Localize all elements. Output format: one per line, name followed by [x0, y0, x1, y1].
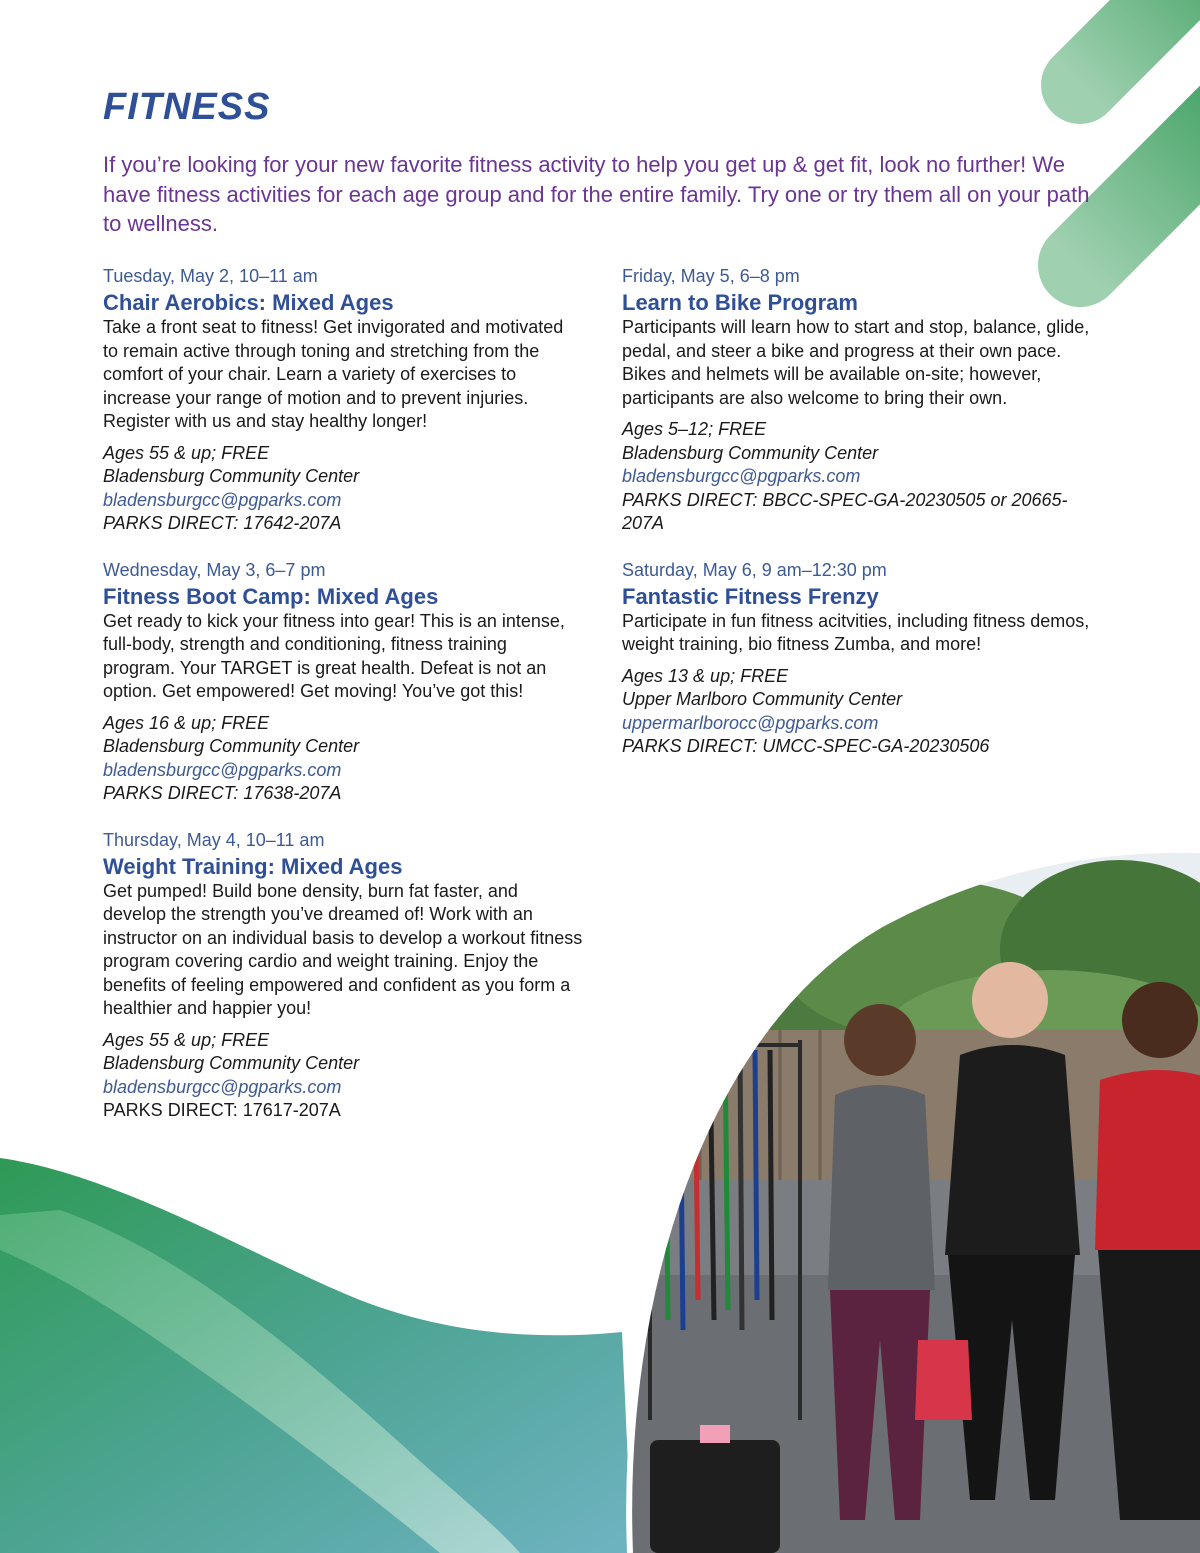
event-email-link[interactable]: bladensburgcc@pgparks.com [622, 466, 861, 486]
event-date: Saturday, May 6, 9 am–12:30 pm [622, 559, 887, 580]
event-location: Bladensburg Community Center [103, 466, 360, 486]
event-ages: Ages 5–12; FREE [622, 419, 767, 439]
event-parks-direct: PARKS DIRECT: BBCC-SPEC-GA-20230505 or 20665-207A [622, 489, 1068, 533]
event-date: Thursday, May 4, 10–11 am [103, 829, 325, 850]
event-description: Take a front seat to fitness! Get invigorated and motivated to remain active through toning and stretching from the comfort of your chair. Learn a variety of exercises to increase your range of motion and to prevent injuries. Register with us and stay healthy longer! [103, 317, 564, 431]
event-date: Friday, May 5, 6–8 pm [622, 266, 800, 286]
event-description: Get ready to kick your fitness into gear! This is an intense, full-body, strength and conditioning, fitness training program. Your TARGET is great health. Defeat is not an option. Get empowered! Get moving! You’ve got this! [103, 610, 565, 701]
event-parks-direct: PARKS DIRECT: 17638-207A [103, 783, 342, 803]
event-email-link[interactable]: uppermarlborocc@pgparks.com [622, 712, 879, 733]
section-title: FITNESS [103, 86, 271, 128]
event-location: Upper Marlboro Community Center [622, 689, 903, 709]
event-description: Get pumped! Build bone density, burn fat faster, and develop the strength you’ve dreamed of! Work with an instructor on an individual basis to develop a workout fitness program covering cardio and weight training. Enjoy the benefits of feeling empowered and confident as you form a healthier and happier you! [103, 880, 583, 1018]
event-date: Tuesday, May 2, 10–11 am [103, 266, 318, 286]
event-email-link[interactable]: bladensburgcc@pgparks.com [103, 759, 342, 780]
event-location: Bladensburg Community Center [622, 442, 879, 463]
top-right-pill-1 [1080, 0, 1200, 85]
right-event-column [622, 264, 1100, 781]
event-email-link[interactable]: bladensburgcc@pgparks.com [103, 489, 342, 510]
event-name: Fitness Boot Camp: Mixed Ages [103, 583, 439, 609]
event-location: Bladensburg Community Center [103, 736, 360, 756]
event-date: Wednesday, May 3, 6–7 pm [103, 559, 326, 580]
event-description: Participate in fun fitness acitvities, including fitness demos, weight training, bio fitness Zumba, and more! [622, 610, 1090, 654]
event-email-link[interactable]: bladensburgcc@pgparks.com [103, 1076, 342, 1097]
event-ages: Ages 55 & up; FREE [103, 442, 270, 463]
event-boot-camp [103, 558, 583, 806]
group-photo [620, 840, 1200, 1553]
event-name: Learn to Bike Program [622, 290, 858, 315]
event-parks-direct: PARKS DIRECT: 17642-207A [103, 513, 342, 533]
event-ages: Ages 16 & up; FREE [103, 712, 270, 733]
intro-text: If you’re looking for your new favorite fitness activity to help you get up & get fit, look no further! We have fitness activities for each age group and for the entire family. Try one or try them all on your path to wellness. [103, 152, 1090, 236]
event-weight-training [103, 828, 583, 1123]
event-location: Bladensburg Community Center [103, 1053, 360, 1073]
left-event-column [103, 264, 583, 1145]
event-description: Participants will learn how to start and stop, balance, glide, pedal, and steer a bike and progress at their own pace. Bikes and helmets will be available on-site; however, participants are also welcome to bring their own. [622, 317, 1090, 408]
event-ages: Ages 13 & up; FREE [622, 665, 789, 686]
event-learn-to-bike [622, 264, 1100, 536]
event-parks-direct: PARKS DIRECT: UMCC-SPEC-GA-20230506 [622, 736, 990, 756]
event-ages: Ages 55 & up; FREE [103, 1029, 270, 1050]
event-fitness-frenzy [622, 558, 1100, 759]
event-name: Fantastic Fitness Frenzy [622, 583, 879, 609]
bottom-left-wave [0, 1158, 632, 1553]
event-name: Chair Aerobics: Mixed Ages [103, 290, 394, 315]
event-name: Weight Training: Mixed Ages [103, 853, 403, 879]
event-parks-direct: PARKS DIRECT: 17617-207A [103, 1100, 341, 1120]
event-chair-aerobics [103, 264, 583, 536]
